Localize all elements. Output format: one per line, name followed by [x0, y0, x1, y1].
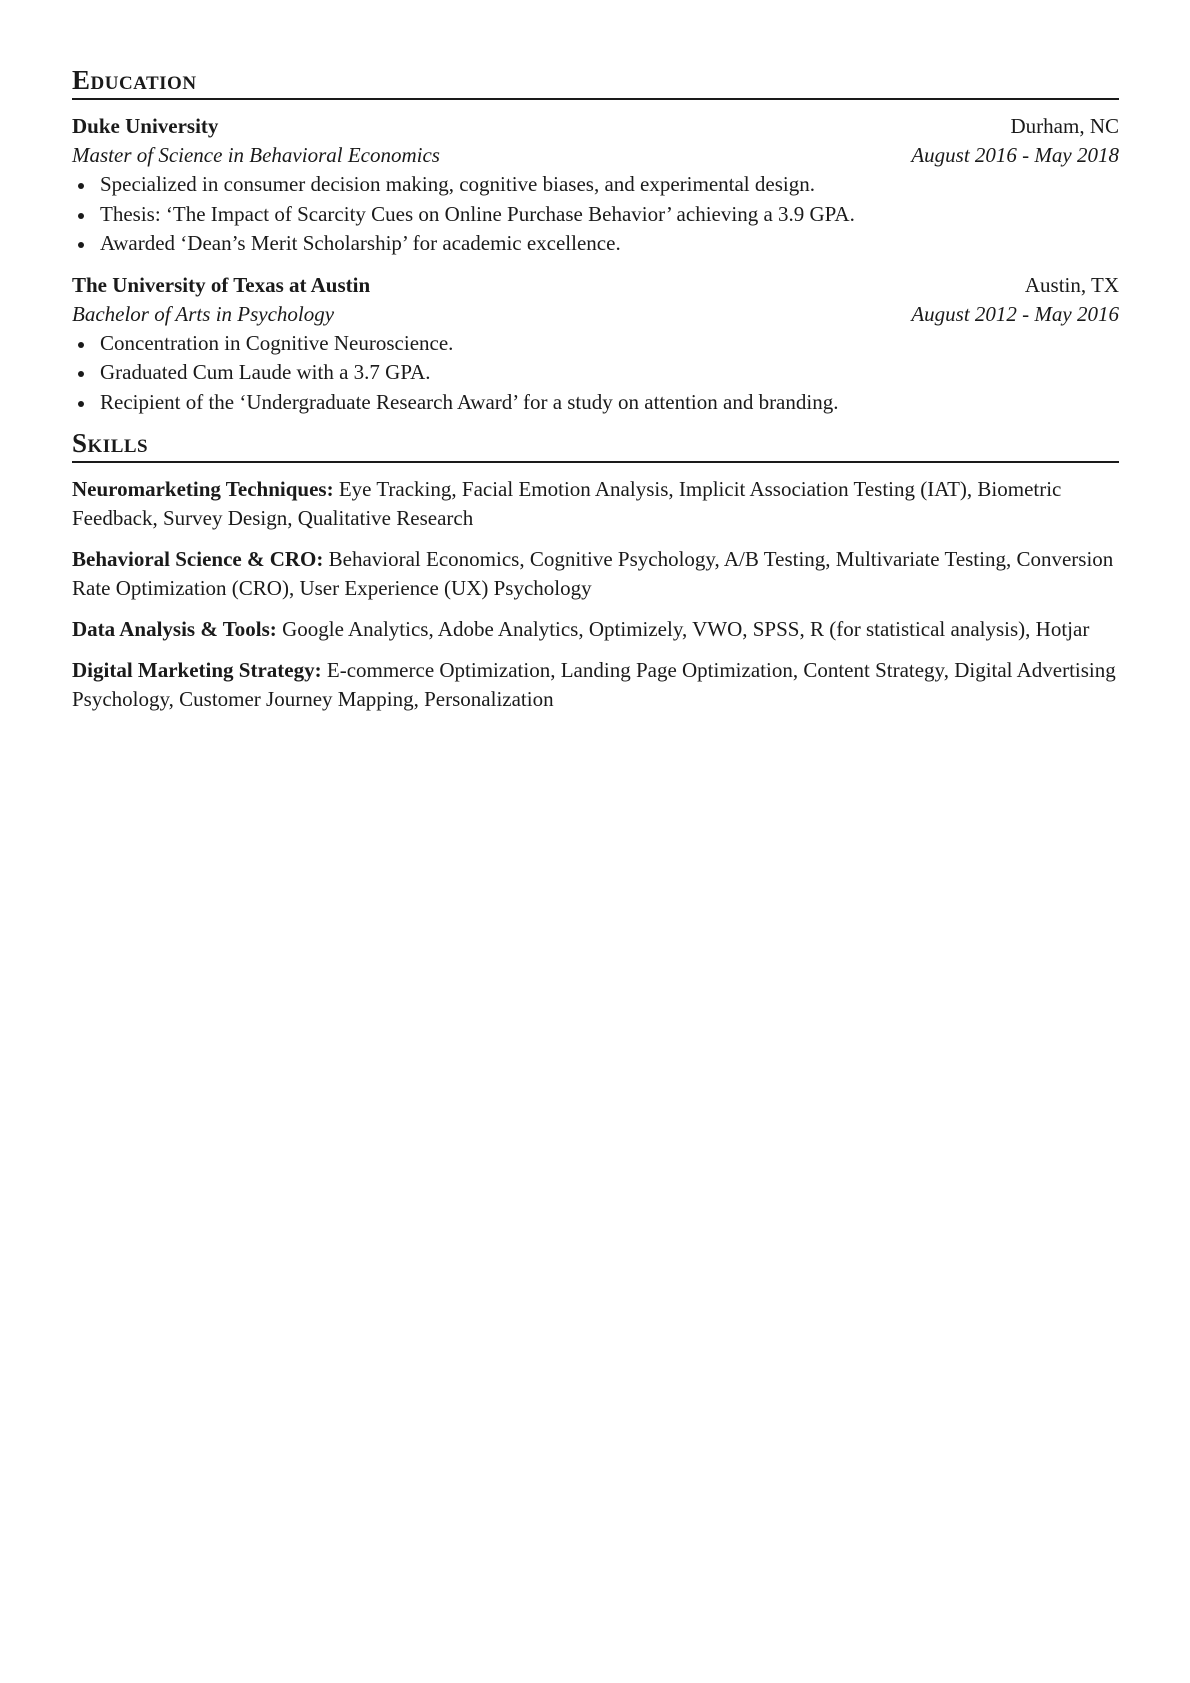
bullet-item: Thesis: ‘The Impact of Scarcity Cues on Online Purchase Behavior’ achieving a 3.9 GPA.: [72, 200, 1119, 230]
entry-header-row: [72, 271, 1119, 300]
skills-section: [72, 429, 1119, 714]
entry-header-row: [72, 112, 1119, 141]
bullet-item: Recipient of the ‘Undergraduate Research Award’ for a study on attention and branding.: [72, 388, 1119, 418]
institution-location: Austin, TX: [1024, 272, 1119, 297]
institution-name: The University of Texas at Austin: [72, 272, 371, 297]
bullet-item: Awarded ‘Dean’s Merit Scholarship’ for academic excellence.: [72, 229, 1119, 259]
institution-location: Durham, NC: [1010, 114, 1119, 138]
institution-name: Duke University: [72, 114, 219, 138]
degree-name: Master of Science in Behavioral Economics: [72, 143, 440, 167]
skill-item-behavioral-science: [72, 545, 1119, 603]
entry-bullets: [72, 329, 1119, 418]
skill-text: Google Analytics, Adobe Analytics, Optimizely, VWO, SPSS, R (for statistical analysis), Hotjar: [282, 617, 1090, 641]
degree-dates: August 2016 - May 2018: [911, 143, 1119, 167]
skill-text: Behavioral Economics, Cognitive Psychology, A/B Testing, Multivariate Testing, Conversion Rate Optimization (CRO), User Experience (UX) Psychology: [72, 547, 1114, 600]
entry-bullets: [72, 170, 1119, 259]
skill-text: E-commerce Optimization, Landing Page Optimization, Content Strategy, Digital Advertising Psychology, Customer Journey Mapping, Personalization: [72, 658, 1116, 711]
degree-dates: August 2012 - May 2016: [911, 301, 1119, 326]
education-heading: Education: [72, 66, 1119, 100]
entry-degree-row: [72, 300, 1119, 329]
skill-label: Behavioral Science & CRO:: [72, 547, 324, 571]
skill-label: Data Analysis & Tools:: [72, 617, 277, 641]
education-entry-duke: [72, 112, 1119, 259]
skill-item-data-analysis: [72, 615, 1119, 644]
bullet-item: Specialized in consumer decision making, cognitive biases, and experimental design.: [72, 170, 1119, 200]
skill-item-neuromarketing: [72, 475, 1119, 533]
degree-name: Bachelor of Arts in Psychology: [72, 301, 335, 326]
education-section: [72, 66, 1119, 417]
entry-degree-row: [72, 141, 1119, 170]
bullet-item: Graduated Cum Laude with a 3.7 GPA.: [72, 358, 1119, 388]
skill-item-digital-marketing: [72, 656, 1119, 714]
bullet-item: Concentration in Cognitive Neuroscience.: [72, 329, 1119, 359]
skills-heading: Skills: [72, 429, 1119, 463]
skill-label: Neuromarketing Techniques:: [72, 477, 334, 501]
education-entry-ut-austin: [72, 271, 1119, 418]
skill-label: Digital Marketing Strategy:: [72, 658, 322, 682]
skill-text: Eye Tracking, Facial Emotion Analysis, Implicit Association Testing (IAT), Biometric Feedback, Survey Design, Qualitative Research: [72, 477, 1062, 530]
